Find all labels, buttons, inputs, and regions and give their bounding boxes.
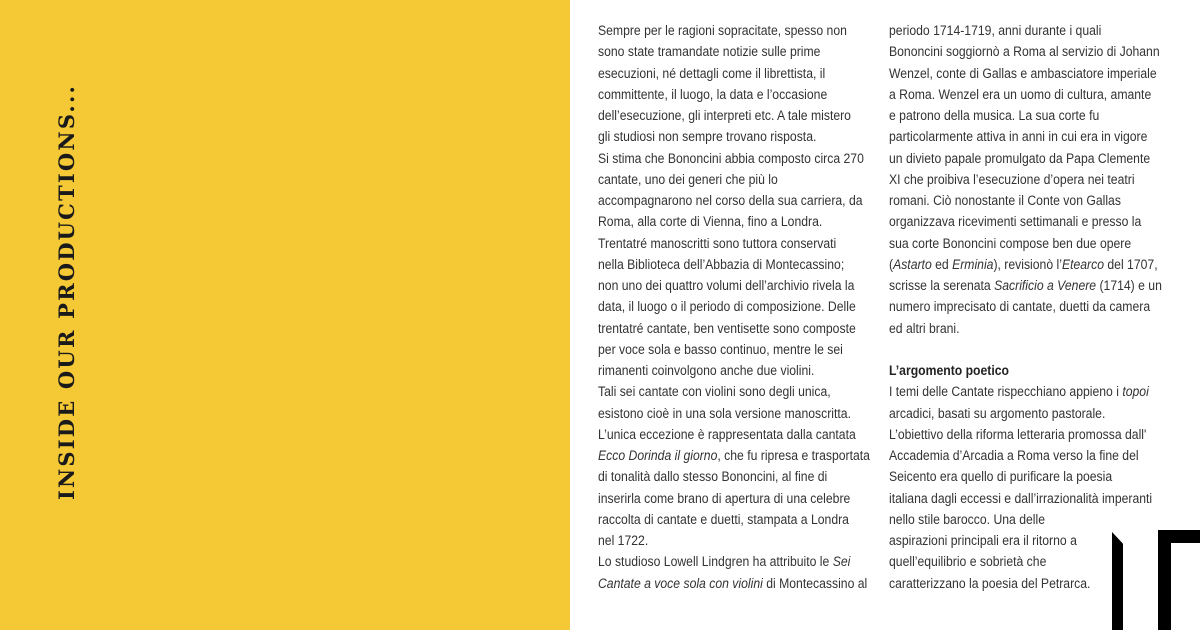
- text-segment: quell’equilibrio e sobrietà che: [889, 554, 1047, 571]
- text-line: [889, 212, 1181, 233]
- text-line: [889, 106, 1181, 127]
- text-line: [889, 191, 1181, 212]
- text-segment: di tonalità dallo stesso Bononcini, al fine di: [598, 469, 828, 486]
- italic-title: Ecco Dorinda il giorno: [598, 448, 718, 464]
- text-segment: a Roma. Wenzel era un uomo di cultura, amante: [889, 86, 1152, 103]
- text-line: [598, 42, 878, 63]
- text-segment: e patrono della musica. La sua corte fu: [889, 108, 1100, 124]
- text-column-left: [598, 21, 878, 595]
- text-line: [889, 404, 1181, 425]
- right-column-body: [889, 21, 1181, 340]
- text-line: [598, 85, 878, 106]
- text-segment: italiana dagli eccessi e dall’irrazionalità imperanti: [889, 490, 1153, 507]
- text-segment: (1714) e un: [1096, 278, 1162, 294]
- text-segment: un divieto papale promulgato da Papa Clemente: [889, 150, 1151, 167]
- text-segment: numero imprecisato di cantate, duetti da camera: [889, 299, 1151, 316]
- corner-mark-vertical: [1112, 532, 1123, 630]
- text-column-right: [889, 21, 1181, 595]
- text-line: [889, 489, 1181, 510]
- text-line: [889, 21, 1181, 42]
- text-line: [889, 149, 1181, 170]
- text-line: [889, 510, 1181, 531]
- italic-title: Cantate a voce sola con violini: [598, 575, 763, 592]
- text-line: [889, 127, 1181, 148]
- text-segment: arcadici, basati su argomento pastorale.: [889, 405, 1106, 422]
- text-line: [889, 42, 1181, 63]
- text-segment: data, il luogo o il periodo di composizione. Delle: [598, 299, 856, 316]
- text-segment: ed: [931, 256, 953, 273]
- text-line: [889, 531, 1181, 552]
- text-segment: nel 1722.: [598, 533, 649, 549]
- text-segment: scrisse la serenata: [889, 278, 995, 294]
- text-line: [598, 425, 878, 446]
- text-segment: caratterizzano la poesia del Petrarca.: [889, 575, 1091, 592]
- text-line: [598, 276, 878, 297]
- text-segment: per voce sola e basso continuo, mentre le sei: [598, 341, 843, 358]
- text-line: [598, 531, 878, 552]
- text-segment: nello stile barocco. Una delle: [889, 511, 1045, 528]
- text-segment: ), revisionò l’: [993, 256, 1062, 273]
- text-segment: Sempre per le ragioni sopracitate, spesso non: [598, 23, 847, 39]
- text-segment: Lo studioso Lowell Lindgren ha attribuito le: [598, 554, 833, 571]
- text-line: [889, 255, 1181, 276]
- text-segment: non uno dei quattro volumi dell’archivio rivela la: [598, 278, 855, 294]
- text-line: [598, 510, 878, 531]
- text-segment: del 1707,: [1104, 256, 1158, 273]
- text-segment: raccolta di cantate e duetti, stampata a Londra: [598, 511, 849, 528]
- text-segment: XI che proibiva l’esecuzione d’opera nei teatri: [889, 171, 1135, 188]
- text-segment: dell’esecuzione, gli interpreti etc. A tale mistero: [598, 108, 851, 124]
- text-segment: Bononcini soggiornò a Roma al servizio di Johann: [889, 44, 1160, 61]
- italic-title: Etearco: [1061, 256, 1104, 273]
- text-segment: Accademia d’Arcadia a Roma verso la fine del: [889, 448, 1139, 464]
- text-line: [598, 467, 878, 488]
- text-line: [598, 21, 878, 42]
- text-line: [889, 276, 1181, 297]
- text-line: [598, 64, 878, 85]
- text-line: [889, 382, 1181, 403]
- text-line: [598, 340, 878, 361]
- text-segment: L’obiettivo della riforma letteraria promossa dall': [889, 426, 1147, 443]
- yellow-side-panel: [0, 0, 570, 630]
- italic-title: Sacrificio a Venere: [994, 278, 1097, 294]
- text-segment: L’unica eccezione è rappresentata dalla cantata: [598, 426, 856, 443]
- text-line: [598, 297, 878, 318]
- text-line: [598, 255, 878, 276]
- side-title: [28, 30, 79, 500]
- text-segment: Trentatré manoscritti sono tuttora conservati: [598, 235, 837, 252]
- text-line: [889, 297, 1181, 318]
- italic-title: topoi: [1122, 384, 1149, 401]
- text-line: [598, 106, 878, 127]
- text-line: [598, 191, 878, 212]
- text-segment: Roma, alla corte di Vienna, fino a Londra.: [598, 214, 823, 231]
- corner-mark-horizontal: [1158, 530, 1200, 543]
- text-segment: esecuzioni, né dettagli come il librettista, il: [598, 65, 826, 82]
- text-line: [598, 212, 878, 233]
- text-segment: romani. Ciò nonostante il Conte von Gallas: [889, 193, 1121, 209]
- text-segment: Wenzel, conte di Gallas e ambasciatore imperiale: [889, 65, 1157, 82]
- text-segment: sono state tramandate notizie sulle prime: [598, 44, 821, 61]
- italic-title: Astarto: [893, 256, 932, 273]
- text-segment: inserirla come brano di apertura di una celebre: [598, 490, 851, 507]
- text-line: [598, 234, 878, 255]
- corner-mark-vertical-2: [1158, 530, 1171, 630]
- italic-title: Erminia: [952, 256, 994, 273]
- text-line: [598, 404, 878, 425]
- text-segment: di Montecassino al: [762, 575, 868, 592]
- text-line: [889, 467, 1181, 488]
- right-column-section: [889, 382, 1181, 595]
- text-line: [889, 552, 1181, 573]
- text-line: [598, 446, 878, 467]
- text-segment: committente, il luogo, la data e l’occasione: [598, 86, 828, 103]
- text-segment: Seicento era quello di purificare la poesia: [889, 469, 1113, 486]
- text-segment: trentatré cantate, ben ventisette sono composte: [598, 320, 856, 337]
- text-line: [889, 64, 1181, 85]
- text-line: [598, 319, 878, 340]
- text-line: [598, 170, 878, 191]
- section-heading: L’argomento poetico: [889, 363, 1009, 379]
- text-line: [889, 319, 1181, 340]
- paragraph-spacer: [889, 340, 1181, 361]
- text-segment: periodo 1714-1719, anni durante i quali: [889, 23, 1102, 39]
- text-segment: (: [889, 256, 894, 273]
- text-segment: Tali sei cantate con violini sono degli unica,: [598, 384, 831, 401]
- text-line: [598, 127, 878, 148]
- text-segment: esistono cioè in una sola versione manoscritta.: [598, 405, 851, 422]
- text-line: [598, 552, 878, 573]
- text-line: [598, 574, 878, 595]
- text-segment: sua corte Bononcini compose ben due opere: [889, 235, 1132, 252]
- text-line: [889, 234, 1181, 255]
- text-line: [598, 382, 878, 403]
- text-segment: gli studiosi non sempre trovano risposta.: [598, 129, 817, 146]
- text-line: [889, 425, 1181, 446]
- italic-title: Sei: [832, 554, 851, 571]
- text-segment: cantate, uno dei generi che più lo: [598, 171, 778, 188]
- text-segment: rimanenti coinvolgono anche due violini.: [598, 363, 815, 379]
- text-segment: organizzava ricevimenti settimanali e presso la: [889, 214, 1142, 231]
- text-line: [598, 149, 878, 170]
- side-title-text: INSIDE OUR PRODUCTIONS...: [54, 84, 79, 500]
- text-line: [598, 361, 878, 382]
- text-line: [889, 85, 1181, 106]
- text-line: [889, 574, 1181, 595]
- text-segment: nella Biblioteca dell’Abbazia di Montecassino;: [598, 256, 845, 273]
- text-segment: , che fu ripresa e trasportata: [717, 448, 870, 464]
- text-segment: aspirazioni principali era il ritorno a: [889, 533, 1077, 549]
- text-line: [598, 489, 878, 510]
- text-segment: Si stima che Bononcini abbia composto circa 270: [598, 150, 864, 167]
- text-segment: particolarmente attiva in anni in cui era in vigore: [889, 129, 1148, 146]
- text-segment: accompagnarono nel corso della sua carriera, da: [598, 193, 863, 209]
- text-segment: I temi delle Cantate rispecchiano appieno i: [889, 384, 1123, 401]
- text-line: [889, 170, 1181, 191]
- text-segment: ed altri brani.: [889, 320, 960, 337]
- text-line: [889, 446, 1181, 467]
